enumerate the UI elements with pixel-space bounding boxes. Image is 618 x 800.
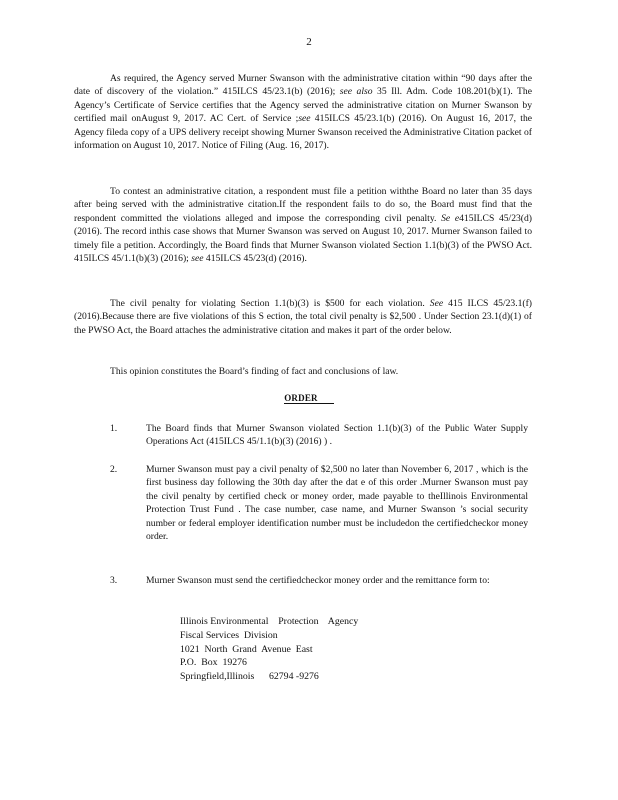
paragraph-penalty [74, 297, 532, 337]
paragraph-text: This opinion constitutes the Board’s finding of fact and conclusions of law. [110, 366, 399, 377]
paragraph-contest [74, 185, 532, 265]
paragraph-text: 35 Ill. Adm. Code 108.201(b)(1). The Agency’s Certificate of Service certifies that the Agency served the administrative citation on Murner Swanson by certified mail onAugust 9, 2017. AC Cert. of Service ; [74, 86, 532, 125]
address-line: 1021 North Grand Avenue East [180, 643, 313, 655]
mailing-address [180, 615, 358, 684]
order-item-number: 1. [110, 423, 118, 434]
paragraph-text: To contest an administrative citation, a respondent must file a petition withthe Board no later than 35 days after being served with the administrative citation.If the respondent fails to do so, the Board must find that the respondent committed the violations alleged and impose the corresponding civil penalty. [74, 186, 532, 224]
paragraph-text: The civil penalty for violating Section 1.1(b)(3) is $500 for each violation. [110, 298, 430, 309]
order-item-text: Murner Swanson must send the certifiedcheckor money order and the remittance form to: [146, 575, 490, 586]
paragraph-text: 415ILCS 45/23(d) (2016). [203, 253, 307, 265]
order-item-number: 2. [110, 464, 118, 475]
page-number: 2 [306, 36, 312, 48]
order-item-text: The Board finds that Murner Swanson violated Section 1.1(b)(3) of the Public Water Supply Operations Act (415ILCS 45/1.1(b)(3) (2016) ) . [146, 423, 528, 448]
paragraph-text: 415ILCS 45/23(d) (2016). The record inthis case shows that Murner Swanson was served on August 10, 2017. Murner Swanson failed to timely file a petition. Accordingly, the Board finds that Murner Swanson violated Section 1.1(b)(3) of the PWSO Act. 415ILCS 45/1.1(b)(3) (2016); [74, 212, 532, 265]
address-line: Springfield,Illinois 62794 -9276 [180, 671, 319, 683]
citation-signal: see [191, 253, 204, 265]
address-line: Fiscal Services Division [180, 629, 278, 641]
paragraph-text: As required, the Agency served Murner Swanson with the administrative citation within “90 days after the date of discovery of the violation.” 415ILCS 45/23.1(b) (2016); [74, 73, 532, 98]
citation-signal: See [429, 298, 444, 309]
citation-signal: see [298, 113, 311, 125]
paragraph-text: 415 ILCS 45/23.1(f) (2016).Because there are five violations of this S ection, the total civil penalty is $2,500 . Under Section 23.1(d)(1) of the PWSO Act, the Board attaches the administrative citation and makes it part of the order below. [74, 298, 532, 336]
citation-signal: Se e [441, 212, 460, 224]
order-item-number: 3. [110, 575, 118, 586]
paragraph-service [74, 72, 532, 152]
order-heading-text: ORDER [284, 393, 334, 404]
address-line: P.O. Box 19276 [180, 657, 247, 669]
order-heading [0, 393, 618, 403]
paragraph-text: 415ILCS 45/23.1(b) (2016). On August 16, 2017, the Agency fileda copy of a UPS delivery receipt showing Murner Swanson received the Administrative Citation packet of information on August 10, 2017. Notice of Filing (Aug. 16, 2017). [74, 113, 532, 152]
address-line: Illinois Environmental Protection Agency [180, 616, 359, 627]
order-item-text: Murner Swanson must pay a civil penalty of $2,500 no later than November 6, 2017 , which is the first business day following the 30th day after the dat e of this order .Murner Swanson must pay the civil penalty by certified check or money order, made payable to theIllinois Environmental Protection Trust Fund . The case number, case name, and Murner Swanson ’s social security number or federal employer identification number must be includedon the certifiedcheckor money order. [146, 464, 528, 543]
paragraph-opinion [74, 365, 532, 378]
citation-signal: see also [339, 86, 373, 98]
